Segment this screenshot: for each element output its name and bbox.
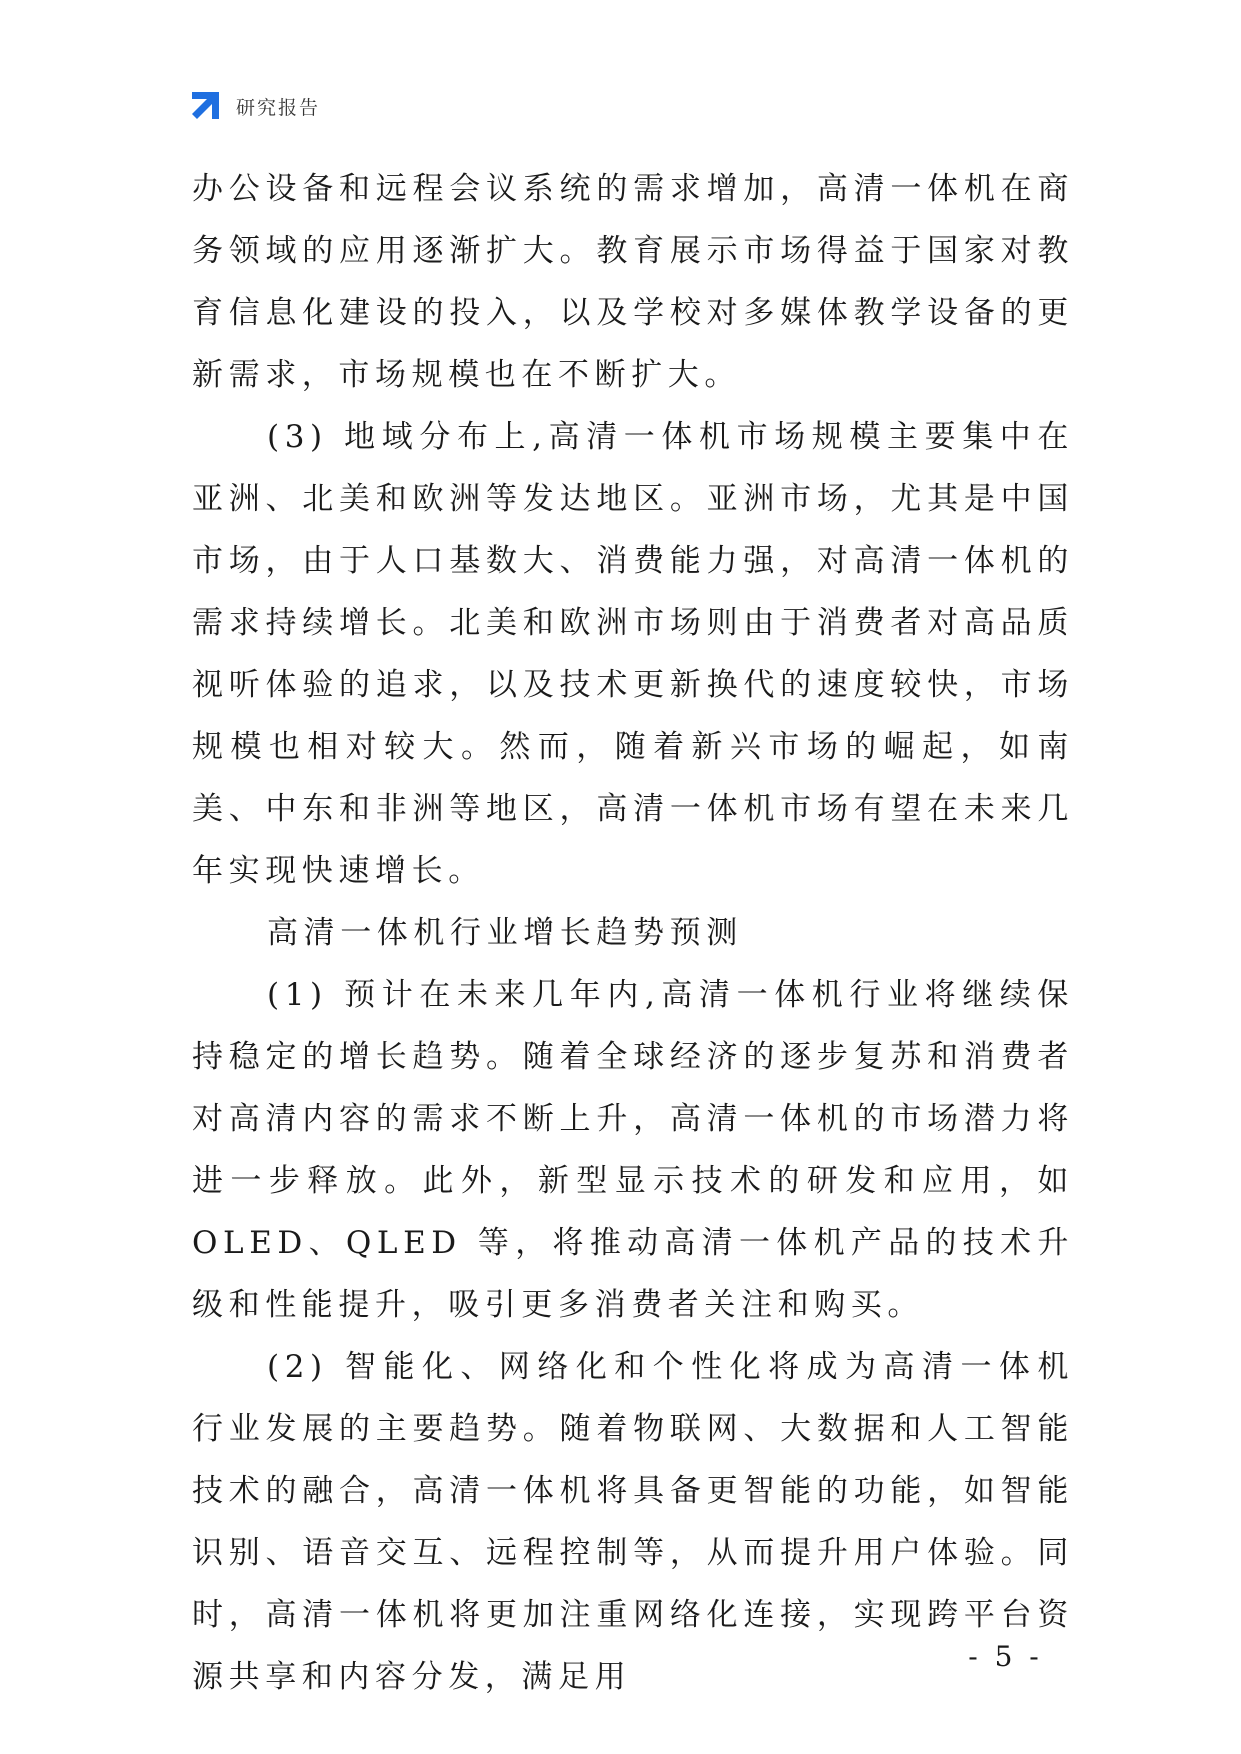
report-header	[188, 88, 320, 124]
paragraph-smart-trends: (2) 智能化、网络化和个性化将成为高清一体机行业发展的主要趋势。随着物联网、大数据和人工智能技术的融合，高清一体机将具备更智能的功能，如智能识别、语音交互、远程控制等，从而提升用户体验。同时，高清一体机将更加注重网络化连接，实现跨平台资源共享和内容分发，满足用	[192, 1349, 1074, 1695]
section-heading: 高清一体机行业增长趋势预测	[267, 915, 743, 951]
arrow-up-right-icon	[188, 89, 222, 123]
document-body	[192, 158, 1074, 1708]
paragraph-growth-forecast: (1) 预计在未来几年内,高清一体机行业将继续保持稳定的增长趋势。随着全球经济的逐步复苏和消费者对高清内容的需求不断上升，高清一体机的市场潜力将进一步释放。此外，新型显示技术的研发和应用，如 OLED、QLED 等，将推动高清一体机产品的技术升级和性能提升，吸引更多消费者关注和购买。	[192, 977, 1074, 1323]
header-title: 研究报告	[236, 96, 321, 119]
paragraph-regional-distribution: (3) 地域分布上,高清一体机市场规模主要集中在亚洲、北美和欧洲等发达地区。亚洲市场，尤其是中国市场，由于人口基数大、消费能力强，对高清一体机的需求持续增长。北美和欧洲市场则由于消费者对高品质视听体验的追求，以及技术更新换代的速度较快，市场规模也相对较大。然而，随着新兴市场的崛起，如南美、中东和非洲等地区，高清一体机市场有望在未来几年实现快速增长。	[192, 419, 1074, 889]
page-number: - 5 -	[968, 1640, 1043, 1673]
paragraph-continuation: 办公设备和远程会议系统的需求增加，高清一体机在商务领域的应用逐渐扩大。教育展示市场得益于国家对教育信息化建设的投入，以及学校对多媒体教学设备的更新需求，市场规模也在不断扩大。	[192, 171, 1074, 393]
